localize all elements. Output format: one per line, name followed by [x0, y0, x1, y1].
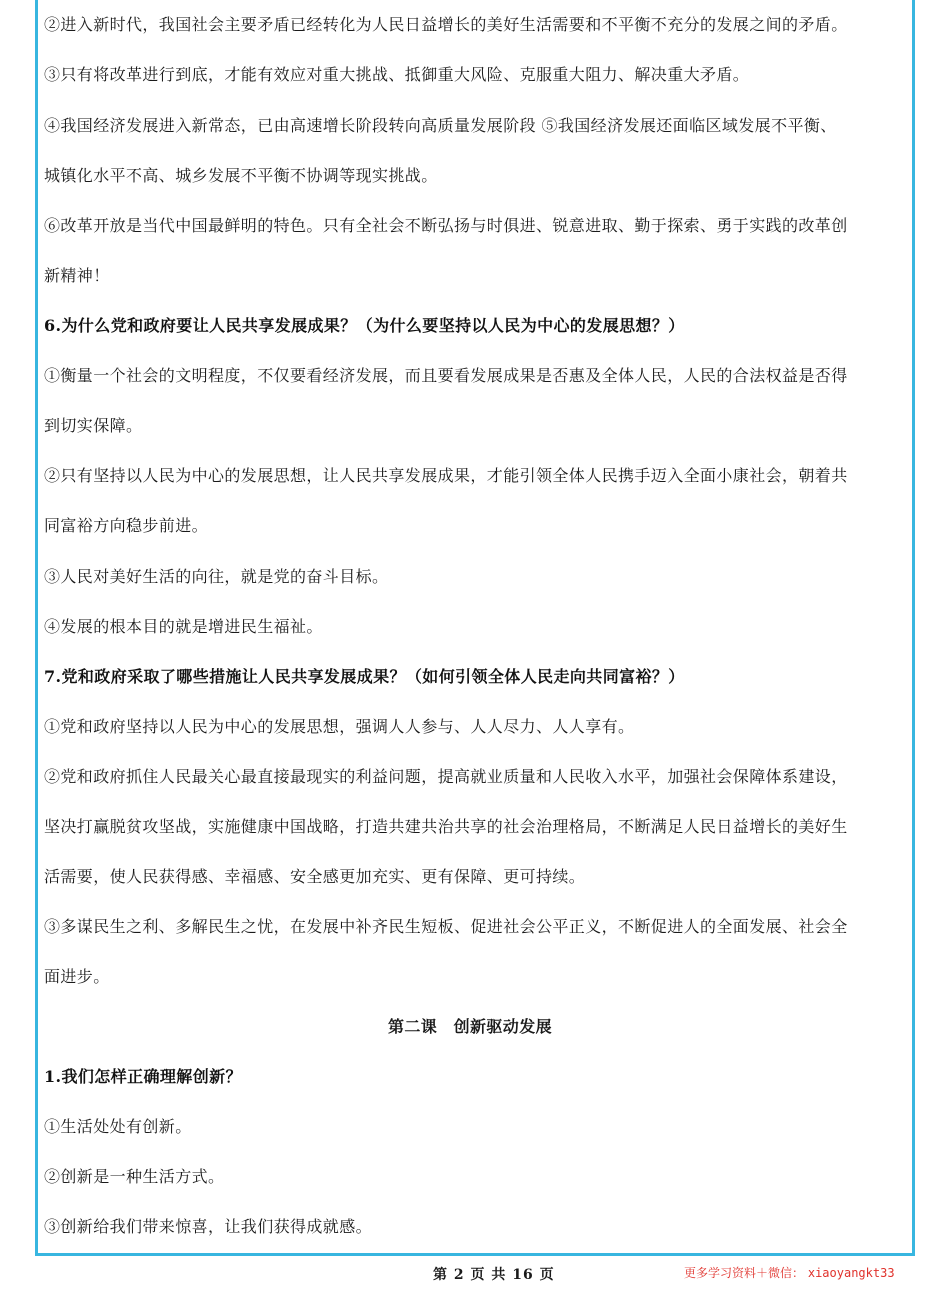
text-line: ③人民对美好生活的向往，就是党的奋斗目标。 — [44, 567, 389, 586]
text-line: ③只有将改革进行到底，才能有效应对重大挑战、抵御重大风险、克服重大阻力、解决重大矛盾。 — [44, 65, 750, 84]
text-line: 坚决打赢脱贫攻坚战，实施健康中国战略，打造共建共治共享的社会治理格局，不断满足人民日益增长的美好生 — [44, 817, 848, 836]
text-line: ②党和政府抓住人民最关心最直接最现实的利益问题，提高就业质量和人民收入水平，加强社会保障体系建设， — [44, 767, 848, 786]
question-heading: 7.党和政府采取了哪些措施让人民共享发展成果？（如何引领全体人民走向共同富裕？） — [44, 667, 685, 686]
footer-ad-id: xiaoyangkt33 — [807, 1266, 895, 1280]
text-line: ④发展的根本目的就是增进民生福祉。 — [44, 617, 323, 636]
text-line: ③创新给我们带来惊喜，让我们获得成就感。 — [44, 1217, 373, 1236]
text-line: ③多谋民生之利、多解民生之忧，在发展中补齐民生短板、促进社会公平正义，不断促进人的全面发展、社会全 — [44, 917, 848, 936]
text-line: ①党和政府坚持以人民为中心的发展思想，强调人人参与、人人尽力、人人享有。 — [44, 717, 635, 736]
text-line: 面进步。 — [44, 967, 110, 986]
page-number: 第 2 页 共 16 页 — [433, 1267, 555, 1283]
text-line: ④我国经济发展进入新常态，已由高速增长阶段转向高质量发展阶段 ⑤我国经济发展还面临区域发展不平衡、 — [44, 116, 837, 135]
text-line: 新精神！ — [44, 266, 110, 285]
footer-ad — [684, 1264, 895, 1281]
text-line: 活需要，使人民获得感、幸福感、安全感更加充实、更有保障、更可持续。 — [44, 867, 586, 886]
text-line: ②只有坚持以人民为中心的发展思想，让人民共享发展成果，才能引领全体人民携手迈入全面小康社会，朝着共 — [44, 466, 848, 485]
footer-ad-label: 更多学习资料＋微信： — [684, 1266, 805, 1280]
question-heading: 6.为什么党和政府要让人民共享发展成果？（为什么要坚持以人民为中心的发展思想？） — [44, 316, 685, 335]
lesson-title: 第二课 创新驱动发展 — [388, 1017, 553, 1036]
text-line: 同富裕方向稳步前进。 — [44, 516, 209, 535]
text-line: ①生活处处有创新。 — [44, 1117, 192, 1136]
text-line: ⑥改革开放是当代中国最鲜明的特色。只有全社会不断弘扬与时俱进、锐意进取、勤于探索、勇于实践的改革创 — [44, 216, 848, 235]
text-line: ②进入新时代，我国社会主要矛盾已经转化为人民日益增长的美好生活需要和不平衡不充分的发展之间的矛盾。 — [44, 15, 848, 34]
question-heading: 1.我们怎样正确理解创新？ — [44, 1067, 242, 1086]
text-line: 城镇化水平不高、城乡发展不平衡不协调等现实挑战。 — [44, 166, 438, 185]
text-line: ①衡量一个社会的文明程度，不仅要看经济发展，而且要看发展成果是否惠及全体人民，人民的合法权益是否得 — [44, 366, 848, 385]
text-line: 到切实保障。 — [44, 416, 143, 435]
text-line: ②创新是一种生活方式。 — [44, 1167, 225, 1186]
